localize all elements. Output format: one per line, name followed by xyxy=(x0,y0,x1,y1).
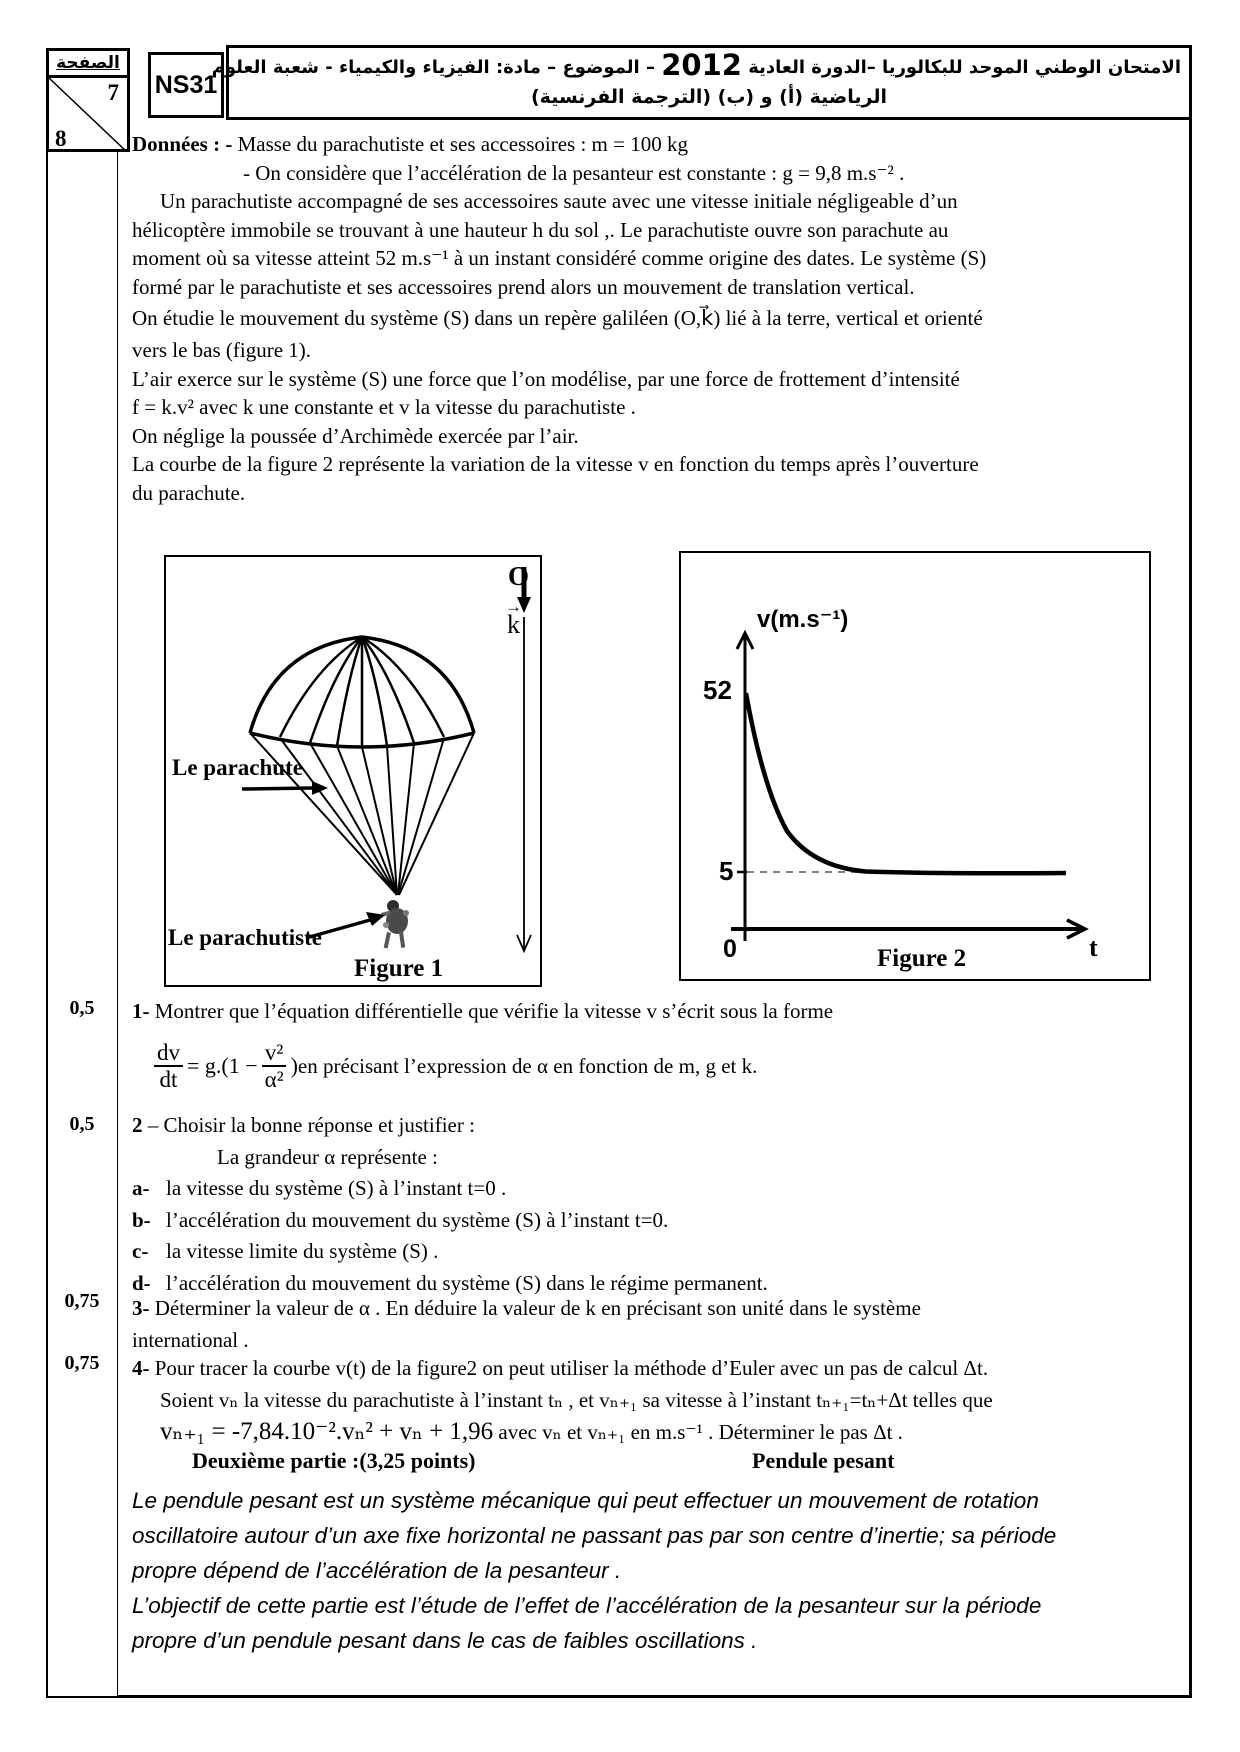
option-text: l’accélération du mouvement du système (S) à l’instant t=0. xyxy=(166,1207,669,1232)
intro-line: - On considère que l’accélération de la pesanteur est constante : g = 9,8 m.s⁻² . xyxy=(243,160,905,185)
question-4-formula-line xyxy=(132,1416,1188,1448)
dv-dt-fraction xyxy=(154,1040,183,1093)
header-title-line1 xyxy=(211,48,1181,83)
question-4-line2: Soient vₙ la vitesse du parachutiste à l’instant tₙ , et vₙ₊₁ sa vitesse à l’instant tₙ₊₁=tₙ+Δt telles que xyxy=(160,1388,993,1412)
intro-line: On étudie le mouvement du système (S) dans un repère galiléen (O,k⃗) lié à la terre, vertical et orienté xyxy=(132,306,983,330)
intro-line xyxy=(132,130,1184,159)
y-asymptote-value: 5 xyxy=(719,856,734,886)
fraction-numerator: dv xyxy=(154,1040,183,1067)
question-1-number: 1- xyxy=(132,999,150,1023)
speed-curve-chart xyxy=(681,553,1149,979)
parachutist-figure xyxy=(381,900,409,948)
question-1-formula xyxy=(150,1040,757,1093)
question-1-line1 xyxy=(132,997,1182,1026)
origin-zero-label: 0 xyxy=(723,935,737,963)
question-3-number: 3- xyxy=(132,1296,150,1320)
page-box-caption: الصفحة xyxy=(49,51,127,78)
part2-line: oscillatoire autour d’un axe fixe horizontal ne passant pas par son centre d’inertie; sa période xyxy=(132,1523,1057,1548)
intro-line: Un parachutiste accompagné de ses accessoires saute avec une vitesse initiale négligeable d’un xyxy=(160,189,958,213)
option-letter: c- xyxy=(132,1239,149,1263)
y-axis-label: v(m.s⁻¹) xyxy=(757,606,849,633)
figure-1 xyxy=(164,555,542,987)
part2-line: L’objectif de cette partie est l’étude de l’effet de l’accélération de la pesanteur sur la période xyxy=(132,1593,1042,1618)
question-3-line2: international . xyxy=(132,1328,249,1352)
part2-line: propre dépend de l’accélération de la pesanteur . xyxy=(132,1558,622,1583)
exam-header-box xyxy=(211,45,1192,120)
intro-line: du parachute. xyxy=(132,480,246,505)
question-1 xyxy=(132,997,1182,1026)
mark-q1: 0,5 xyxy=(69,997,95,1019)
intro-line: hélicoptère immobile se trouvant à une hauteur h du sol ,. Le parachutiste ouvre son parachute au xyxy=(132,217,949,242)
question-4 xyxy=(132,1352,1188,1448)
option-a xyxy=(132,1173,1182,1205)
fraction-numerator: v² xyxy=(262,1040,286,1067)
intro-line: f = k.v² avec k une constante et v la vitesse du parachutiste . xyxy=(132,395,636,419)
fraction-denominator: dt xyxy=(159,1067,178,1093)
margin-column xyxy=(46,152,118,1698)
intro-paragraph xyxy=(132,130,1184,507)
euler-formula-tail: avec vₙ et vₙ₊₁ en m.s⁻¹ . Déterminer le pas Δt . xyxy=(493,1420,903,1444)
formula-mid: = g.(1 − xyxy=(187,1053,258,1079)
page-current: 7 xyxy=(107,80,119,105)
question-3-line1 xyxy=(132,1292,1182,1324)
part-2-intro xyxy=(132,1483,1182,1658)
fraction-denominator: α² xyxy=(264,1067,284,1093)
question-1-text: Montrer que l’équation différentielle que vérifie la vitesse v s’écrit sous la forme xyxy=(149,999,834,1023)
header-title-year: 2012 xyxy=(661,48,742,82)
origin-label: O xyxy=(508,561,530,591)
option-text: la vitesse limite du système (S) . xyxy=(166,1239,439,1263)
donnees-label: Données : - xyxy=(132,132,233,156)
page-total: 8 xyxy=(55,126,67,151)
v2-alpha2-fraction xyxy=(262,1040,287,1093)
header-title-line2: الرياضية (أ) و (ب) (الترجمة الفرنسية) xyxy=(530,86,888,108)
option-letter: d- xyxy=(132,1270,151,1295)
header-title-part2: – الموضوع – مادة: الفيزياء والكيمياء - شعبة العلوم xyxy=(211,57,655,78)
part-2-heading xyxy=(192,1448,1182,1474)
figure1-caption: Figure 1 xyxy=(354,955,444,982)
option-text: la vitesse du système (S) à l’instant t=0 . xyxy=(166,1176,507,1200)
option-b xyxy=(132,1205,1182,1237)
mark-q2: 0,5 xyxy=(69,1113,95,1135)
question-2-subtitle: La grandeur α représente : xyxy=(217,1144,438,1169)
intro-line-text: Masse du parachutiste et ses accessoires : m = 100 kg xyxy=(232,132,688,156)
question-1-tail: en précisant l’expression de α en fonction de m, g et k. xyxy=(297,1054,758,1079)
option-letter: a- xyxy=(132,1176,150,1200)
question-2 xyxy=(132,1110,1182,1299)
option-letter: b- xyxy=(132,1207,151,1232)
intro-line: On néglige la poussée d’Archimède exercée par l’air. xyxy=(132,423,579,448)
part-2-label: Deuxième partie :(3,25 points) xyxy=(192,1448,476,1473)
y-start-value: 52 xyxy=(703,675,732,705)
euler-formula: vₙ₊₁ = -7,84.10⁻².vₙ² + vₙ + 1,96 xyxy=(160,1418,494,1445)
part2-line: Le pendule pesant est un système mécanique qui peut effectuer un mouvement de rotation xyxy=(132,1488,1039,1513)
question-2-number: 2 xyxy=(132,1113,143,1137)
question-3-text: Déterminer la valeur de α . En déduire la valeur de k en précisant son unité dans le système xyxy=(149,1296,921,1320)
mark-q3: 0,75 xyxy=(64,1290,100,1312)
question-3 xyxy=(132,1292,1182,1356)
intro-line: L’air exerce sur le système (S) une force que l’on modélise, par une force de frottement d’intensité xyxy=(132,366,960,391)
part2-line: propre d’un pendule pesant dans le cas de faibles oscillations . xyxy=(132,1628,758,1653)
part-2-topic: Pendule pesant xyxy=(752,1448,895,1473)
header-title-part1: الامتحان الوطني الموحد للبكالوريا –الدورة العادية xyxy=(748,57,1181,78)
intro-line: moment où sa vitesse atteint 52 m.s⁻¹ à un instant considéré comme origine des dates. Le système (S) xyxy=(132,246,987,270)
exam-code: NS31 xyxy=(154,70,218,99)
question-4-line1 xyxy=(132,1352,1188,1384)
vector-arrow-glyph: → xyxy=(505,597,522,616)
vector-k-label: k xyxy=(507,610,520,639)
intro-line: La courbe de la figure 2 représente la variation de la vitesse v en fonction du temps après l’ouverture xyxy=(132,452,979,476)
figure-2 xyxy=(679,551,1151,981)
mark-q4: 0,75 xyxy=(64,1352,100,1374)
intro-line: vers le bas (figure 1). xyxy=(132,338,312,362)
question-4-number: 4- xyxy=(132,1356,150,1380)
question-2-title xyxy=(132,1110,1182,1142)
question-4-text: Pour tracer la courbe v(t) de la figure2 on peut utiliser la méthode d’Euler avec un pas de calcul Δt. xyxy=(149,1356,989,1380)
option-text: l’accélération du mouvement du système (S) dans le régime permanent. xyxy=(166,1270,768,1295)
parachute-label: Le parachute xyxy=(172,755,303,780)
figure2-caption: Figure 2 xyxy=(877,945,967,972)
option-c xyxy=(132,1236,1182,1268)
parachutist-label: Le parachutiste xyxy=(168,925,322,950)
x-axis-label: t xyxy=(1089,933,1098,962)
formula-close: ) xyxy=(290,1053,298,1079)
page-fraction-cell xyxy=(49,78,127,152)
question-2-title-text: – Choisir la bonne réponse et justifier : xyxy=(142,1113,475,1137)
intro-line: formé par le parachutiste et ses accessoires prend alors un mouvement de translation vertical. xyxy=(132,274,915,299)
